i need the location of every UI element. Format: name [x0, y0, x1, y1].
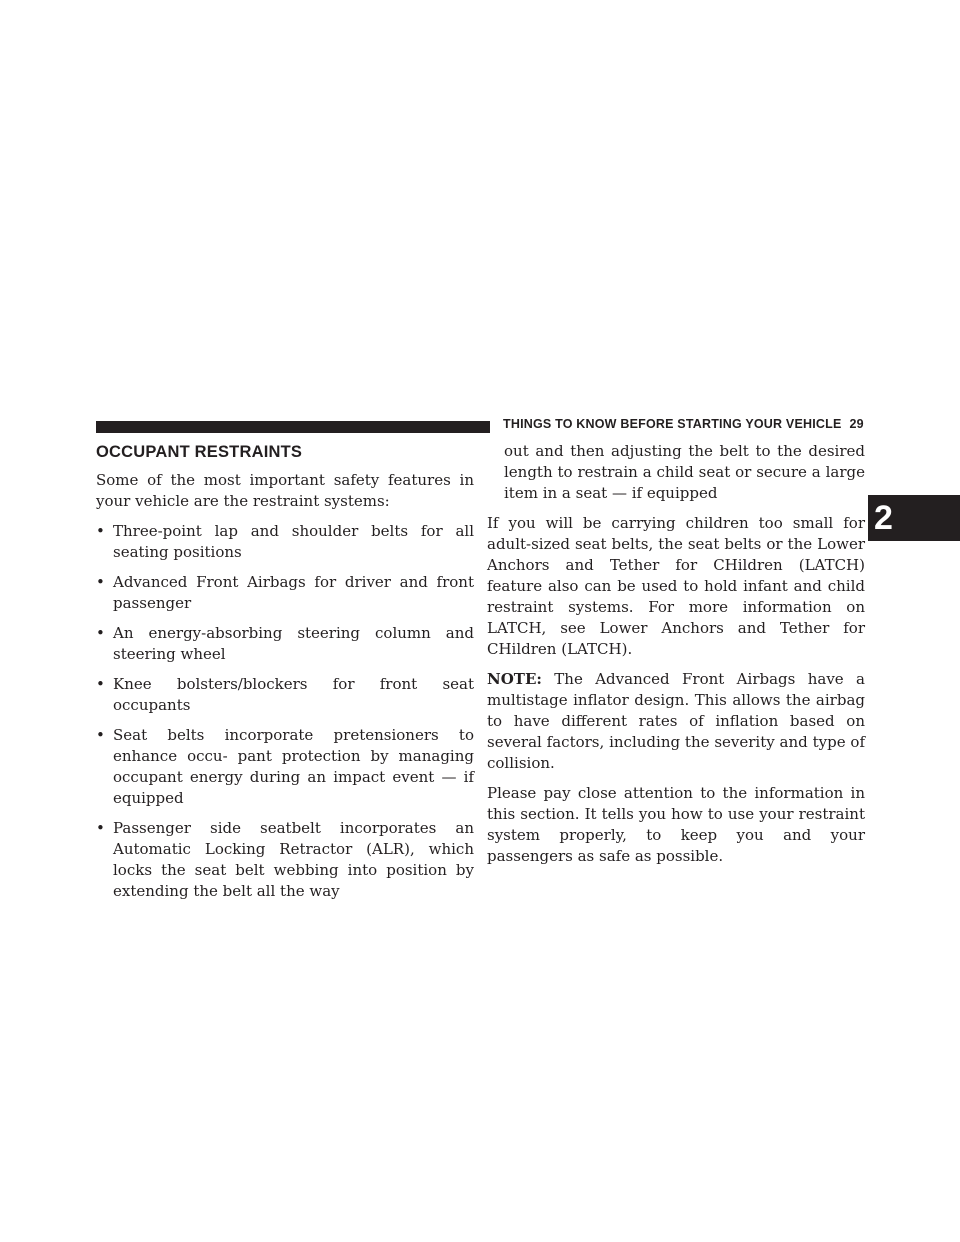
list-item [96, 818, 474, 902]
note-paragraph [487, 669, 865, 774]
bullet-icon: • [96, 573, 105, 591]
intro-paragraph: Some of the most important safety features in your vehicle are the restraint systems: [96, 471, 474, 510]
list-item-text: Three-point lap and shoulder belts for all seating positions [113, 522, 474, 561]
list-item-text: Passenger side seatbelt incorporates an Automatic Locking Retractor (ALR), which locks the seat belt webbing into position by extending the belt all the way [113, 819, 474, 900]
attention-paragraph: Please pay close attention to the information in this section. It tells you how to use your restraint system properly, to keep you and your passengers as safe as possible. [487, 784, 865, 865]
section-title: OCCUPANT RESTRAINTS [96, 443, 303, 461]
running-title: THINGS TO KNOW BEFORE STARTING YOUR VEHICLE [503, 417, 842, 431]
list-item [96, 674, 474, 716]
latch-paragraph: If you will be carrying children too small for adult-sized seat belts, the seat belts or the Lower Anchors and Tether for CHildren (LATCH) feature also can be used to hold infant and child restraint systems. For more information on LATCH, see Lower Anchors and Tether for CHildren (LATCH). [487, 514, 865, 658]
list-item-text: Knee bolsters/blockers for front seat occupants [113, 675, 474, 714]
list-item [96, 623, 474, 665]
list-item-text: An energy-absorbing steering column and steering wheel [113, 624, 474, 663]
left-column [96, 441, 474, 911]
note-text: The Advanced Front Airbags have a multistage inflator design. This allows the airbag to have different rates of inflation based on several factors, including the severity and type of collision. [487, 670, 865, 772]
note-label: NOTE: [487, 670, 542, 688]
bullet-icon: • [96, 624, 105, 642]
bullet-icon: • [96, 726, 105, 744]
list-item [96, 572, 474, 614]
right-column [487, 441, 865, 876]
bullet-icon: • [96, 675, 105, 693]
list-item [96, 725, 474, 809]
page-number: 29 [849, 417, 864, 431]
bullet-icon: • [96, 522, 105, 540]
bullet-icon: • [96, 819, 105, 837]
list-item [96, 521, 474, 563]
restraint-list [96, 521, 474, 902]
header-rule [96, 421, 490, 433]
running-head [503, 417, 863, 437]
chapter-tab: 2 [868, 495, 960, 541]
list-item-text: Advanced Front Airbags for driver and front passenger [113, 573, 474, 612]
bullet-continuation: out and then adjusting the belt to the desired length to restrain a child seat or secure a large item in a seat — if equipped [504, 442, 865, 502]
list-item-text: Seat belts incorporate pretensioners to enhance occu- pant protection by managing occupant energy during an impact event — if equipped [113, 726, 474, 807]
